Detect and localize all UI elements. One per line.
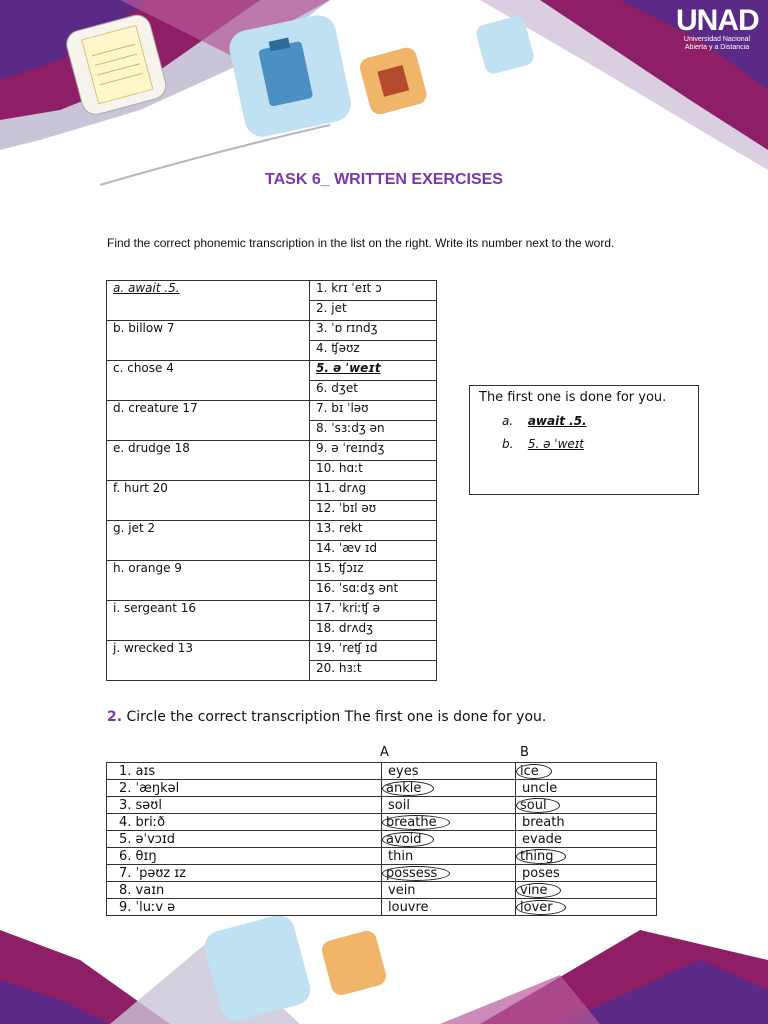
transcription-cell: 10. hɑːt bbox=[310, 461, 437, 481]
example-text-b: 5. ə ˈweɪt bbox=[527, 437, 584, 451]
word-cell: e. drudge 18 bbox=[107, 441, 310, 481]
circled-option: vine bbox=[516, 883, 561, 898]
example-line-b bbox=[502, 437, 698, 451]
matching-row bbox=[107, 481, 437, 501]
section-2-text: Circle the correct transcription The first one is done for you. bbox=[126, 709, 547, 725]
option-a-cell bbox=[382, 797, 516, 814]
circle-row bbox=[107, 899, 657, 916]
circled-option: lover bbox=[516, 900, 566, 915]
option-a-cell bbox=[382, 882, 516, 899]
word-cell: a. await .5. bbox=[107, 281, 310, 321]
circled-option: possess bbox=[382, 866, 450, 881]
word-cell: f. hurt 20 bbox=[107, 481, 310, 521]
circled-option: ice bbox=[516, 764, 552, 779]
circle-row bbox=[107, 814, 657, 831]
matching-row bbox=[107, 641, 437, 661]
column-b-header: B bbox=[520, 745, 529, 760]
transcription-cell: 5. əˈvɔɪd bbox=[107, 831, 382, 848]
unad-logo bbox=[676, 6, 758, 52]
transcription-cell: 5. ə ˈweɪt bbox=[310, 361, 437, 381]
circled-option: avoid bbox=[382, 832, 434, 847]
option-text: poses bbox=[522, 865, 560, 881]
column-a-header: A bbox=[380, 745, 389, 760]
matching-row bbox=[107, 401, 437, 421]
option-b-cell bbox=[516, 882, 657, 899]
circle-row bbox=[107, 831, 657, 848]
transcription-cell: 1. aɪs bbox=[107, 763, 382, 780]
section-2-heading bbox=[107, 709, 546, 725]
option-text: soil bbox=[388, 797, 410, 813]
transcription-cell: 7. ˈpəʊz ɪz bbox=[107, 865, 382, 882]
option-a-cell bbox=[382, 899, 516, 916]
example-text-a: await .5. bbox=[527, 414, 587, 428]
option-a-cell bbox=[382, 763, 516, 780]
word-cell: c. chose 4 bbox=[107, 361, 310, 401]
transcription-cell: 19. ˈreʧ ɪd bbox=[310, 641, 437, 661]
transcription-cell: 12. ˈbɪl əʊ bbox=[310, 501, 437, 521]
transcription-cell: 7. bɪ ˈləʊ bbox=[310, 401, 437, 421]
option-b-cell bbox=[516, 831, 657, 848]
example-heading: The first one is done for you. bbox=[479, 390, 667, 405]
word-cell: d. creature 17 bbox=[107, 401, 310, 441]
word-cell: i. sergeant 16 bbox=[107, 601, 310, 641]
word-cell: g. jet 2 bbox=[107, 521, 310, 561]
matching-row bbox=[107, 361, 437, 381]
option-text: evade bbox=[522, 831, 562, 847]
example-box bbox=[469, 385, 699, 495]
option-a-cell bbox=[382, 848, 516, 865]
example-line-a bbox=[502, 414, 698, 428]
example-letter-a: a. bbox=[502, 414, 514, 428]
transcription-cell: 3. ˈɒ rɪndʒ bbox=[310, 321, 437, 341]
page-title: TASK 6_ WRITTEN EXERCISES bbox=[265, 171, 503, 188]
matching-row bbox=[107, 441, 437, 461]
option-b-cell bbox=[516, 763, 657, 780]
transcription-cell: 8. ˈsɜːdʒ ən bbox=[310, 421, 437, 441]
circle-row bbox=[107, 763, 657, 780]
transcription-cell: 13. rekt bbox=[310, 521, 437, 541]
transcription-cell: 15. ʧɔɪz bbox=[310, 561, 437, 581]
logo-subtitle-1: Universidad Nacional bbox=[683, 36, 751, 43]
transcription-cell: 6. dʒet bbox=[310, 381, 437, 401]
transcription-cell: 2. ˈæŋkəl bbox=[107, 780, 382, 797]
transcription-cell: 18. drʌdʒ bbox=[310, 621, 437, 641]
matching-row bbox=[107, 321, 437, 341]
circle-row bbox=[107, 848, 657, 865]
transcription-cell: 4. ʧəʊz bbox=[310, 341, 437, 361]
circled-option: thing bbox=[516, 849, 566, 864]
option-a-cell bbox=[382, 814, 516, 831]
circle-row bbox=[107, 797, 657, 814]
circled-option: ankle bbox=[382, 781, 434, 796]
circle-row bbox=[107, 882, 657, 899]
word-cell: h. orange 9 bbox=[107, 561, 310, 601]
transcription-cell: 20. hɜːt bbox=[310, 661, 437, 681]
transcription-cell: 14. ˈæv ɪd bbox=[310, 541, 437, 561]
matching-row bbox=[107, 521, 437, 541]
option-text: louvre bbox=[388, 899, 429, 915]
circle-table bbox=[106, 762, 657, 916]
transcription-cell: 9. ˈluːv ə bbox=[107, 899, 382, 916]
option-text: breath bbox=[522, 814, 565, 830]
matching-row bbox=[107, 601, 437, 621]
instructions: Find the correct phonemic transcription in the list on the right. Write its number next to the word. bbox=[107, 236, 615, 250]
option-text: thin bbox=[388, 848, 414, 864]
circled-option: soul bbox=[516, 798, 560, 813]
section-2-number: 2. bbox=[107, 709, 123, 725]
option-text: eyes bbox=[388, 763, 419, 779]
transcription-cell: 16. ˈsɑːdʒ ənt bbox=[310, 581, 437, 601]
transcription-cell: 1. krɪ ˈeɪt ɔ bbox=[310, 281, 437, 301]
circle-row bbox=[107, 780, 657, 797]
option-b-cell bbox=[516, 797, 657, 814]
logo-mark: UNAD bbox=[676, 4, 759, 37]
option-b-cell bbox=[516, 780, 657, 797]
matching-row bbox=[107, 561, 437, 581]
transcription-cell: 2. jet bbox=[310, 301, 437, 321]
option-a-cell bbox=[382, 831, 516, 848]
option-b-cell bbox=[516, 814, 657, 831]
logo-subtitle-2: Abierta y a Distancia bbox=[684, 44, 750, 51]
transcription-cell: 4. briːð bbox=[107, 814, 382, 831]
word-cell: j. wrecked 13 bbox=[107, 641, 310, 681]
option-a-cell bbox=[382, 865, 516, 882]
transcription-cell: 8. vaɪn bbox=[107, 882, 382, 899]
example-letter-b: b. bbox=[502, 437, 514, 451]
circled-option: breathe bbox=[382, 815, 450, 830]
matching-row bbox=[107, 281, 437, 301]
matching-table bbox=[106, 280, 437, 681]
option-b-cell bbox=[516, 848, 657, 865]
option-text: uncle bbox=[522, 780, 558, 796]
option-b-cell bbox=[516, 899, 657, 916]
transcription-cell: 6. θɪŋ bbox=[107, 848, 382, 865]
option-a-cell bbox=[382, 780, 516, 797]
transcription-cell: 3. səʊl bbox=[107, 797, 382, 814]
transcription-cell: 11. drʌg bbox=[310, 481, 437, 501]
word-cell: b. billow 7 bbox=[107, 321, 310, 361]
option-text: vein bbox=[388, 882, 416, 898]
option-b-cell bbox=[516, 865, 657, 882]
circle-row bbox=[107, 865, 657, 882]
transcription-cell: 17. ˈkriːʧ ə bbox=[310, 601, 437, 621]
transcription-cell: 9. ə ˈreɪndʒ bbox=[310, 441, 437, 461]
